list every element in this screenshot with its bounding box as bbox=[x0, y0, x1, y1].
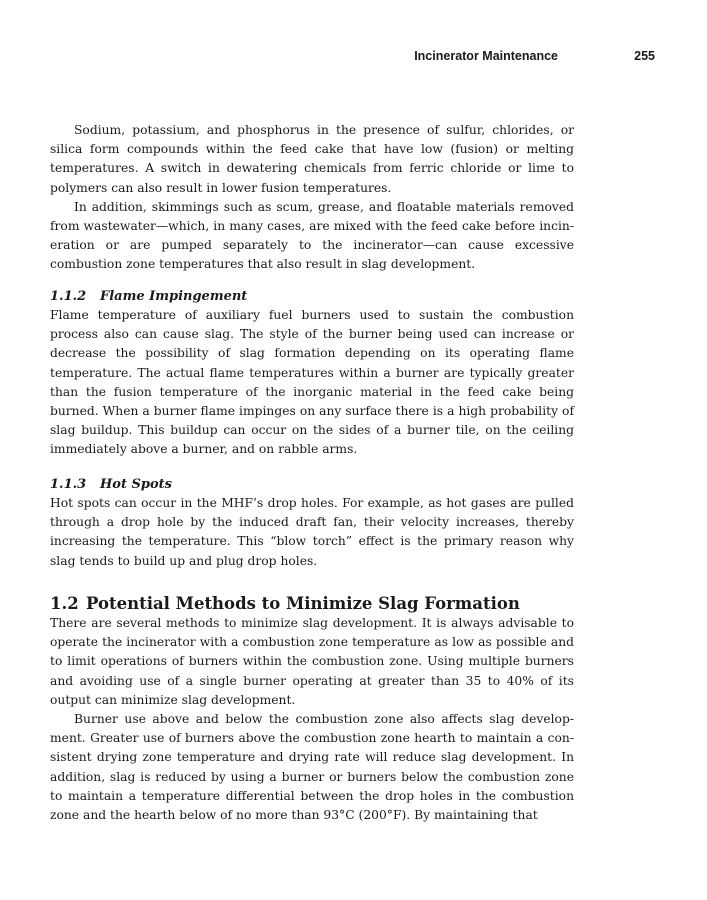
intro-section bbox=[50, 121, 574, 275]
section-number: 1.1.2 bbox=[50, 289, 87, 304]
section-title: Potential Methods to Minimize Slag Formation bbox=[86, 594, 520, 613]
section-number: 1.1.3 bbox=[50, 477, 87, 492]
section-heading-flame-impingement bbox=[50, 288, 574, 306]
paragraph-sodium-potassium: Sodium, potassium, and phosphorus in the presence of sulfur, chlorides, or silica form compounds within the feed cake that have low (fusion) or melting temperatures. A switch in dewatering chemicals from ferric chloride or lime to polymers can also result in lower fusion temperatures. bbox=[50, 123, 574, 195]
section-heading-minimize-slag bbox=[50, 594, 574, 614]
section-number: 1.2 bbox=[50, 594, 79, 613]
paragraph-methods: There are several methods to minimize slag development. It is always advisable to operate the incinerator with a combustion zone temperature as low as possible and to limit operations of burners within the combustion zone. Using multiple burners and avoiding use of a single burner operating at greater than 35 to 40% of its output can minimize slag development. bbox=[50, 616, 574, 707]
section-1-1-3 bbox=[50, 476, 574, 571]
section-1-1-2 bbox=[50, 288, 574, 460]
paragraph-burner-use: Burner use above and below the combustion zone also affects slag development. Greater use of burners above the combustion zone hearth to maintain a consistent drying zone temperature and drying rate will reduce slag development. In addition, slag is reduced by using a burner or burners below the combustion zone to maintain a temperature differential between the drop holes in the combustion zone and the hearth below of no more than 93°C (200°F). By maintaining that bbox=[50, 712, 574, 823]
running-header bbox=[50, 49, 655, 67]
section-title: Flame Impingement bbox=[100, 289, 248, 304]
page-number: 255 bbox=[634, 49, 655, 63]
paragraph-flame-impingement: Flame temperature of auxiliary fuel burners used to sustain the combustion process also can cause slag. The style of the burner being used can increase or decrease the possibility of slag formation depending on its operating flame temperature. The actual flame temperatures within a burner are typically greater than the fusion temperature of the inorganic material in the feed cake being burned. When a burner flame impinges on any surface there is a high probability of slag buildup. This buildup can occur on the sides of a burner tile, on the ceiling immediately above a burner, and on rabble arms. bbox=[50, 308, 574, 457]
section-heading-hot-spots bbox=[50, 476, 574, 494]
paragraph-hot-spots: Hot spots can occur in the MHF’s drop holes. For example, as hot gases are pulled through a drop hole by the induced draft fan, their velocity increases, thereby increasing the temperature. This “blow torch” effect is the primary reason why slag tends to build up and plug drop holes. bbox=[50, 496, 574, 568]
paragraph-skimmings: In addition, skimmings such as scum, grease, and floatable materials removed from wastewater—which, in many cases, are mixed with the feed cake before incineration or are pumped separately to the incinerator—can cause excessive combustion zone temperatures that also result in slag development. bbox=[50, 199, 574, 272]
section-1-2 bbox=[50, 594, 574, 825]
running-title: Incinerator Maintenance bbox=[414, 49, 558, 63]
section-title: Hot Spots bbox=[100, 477, 172, 492]
